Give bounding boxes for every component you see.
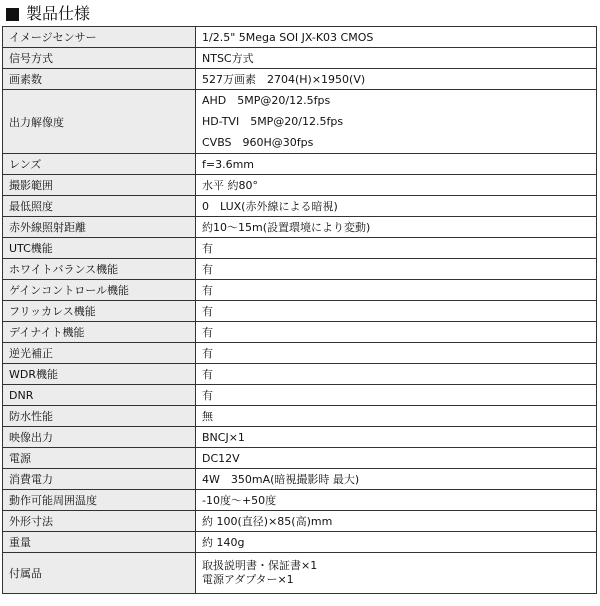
spec-label: 動作可能周囲温度 bbox=[3, 490, 196, 511]
spec-value-cell: 有 bbox=[196, 322, 597, 343]
spec-value-cell: 約10〜15m(設置環境により変動) bbox=[196, 217, 597, 238]
spec-value-cell: 約 100(直径)×85(高)mm bbox=[196, 511, 597, 532]
spec-value-cell: NTSC方式 bbox=[196, 48, 597, 69]
spec-label: 出力解像度 bbox=[3, 90, 196, 154]
spec-value-cell: 有 bbox=[196, 280, 597, 301]
spec-value-cell: 有 bbox=[196, 364, 597, 385]
spec-row bbox=[3, 511, 597, 532]
spec-row bbox=[3, 280, 597, 301]
spec-label: デイナイト機能 bbox=[3, 322, 196, 343]
spec-row bbox=[3, 301, 597, 322]
spec-label: WDR機能 bbox=[3, 364, 196, 385]
spec-label: 防水性能 bbox=[3, 406, 196, 427]
spec-row bbox=[3, 322, 597, 343]
spec-row bbox=[3, 27, 597, 48]
spec-value-line: 取扱説明書・保証書×1 bbox=[202, 559, 318, 572]
spec-label: 赤外線照射距離 bbox=[3, 217, 196, 238]
spec-row bbox=[3, 364, 597, 385]
spec-label: レンズ bbox=[3, 154, 196, 175]
spec-label: 逆光補正 bbox=[3, 343, 196, 364]
spec-value-cell: -10度〜+50度 bbox=[196, 490, 597, 511]
spec-label: 画素数 bbox=[3, 69, 196, 90]
spec-label: 最低照度 bbox=[3, 196, 196, 217]
spec-label: 重量 bbox=[3, 532, 196, 553]
spec-value-cell: 有 bbox=[196, 259, 597, 280]
spec-value-line: 電源アダプター×1 bbox=[202, 573, 294, 586]
spec-row bbox=[3, 385, 597, 406]
spec-value-cell: DC12V bbox=[196, 448, 597, 469]
spec-row bbox=[3, 532, 597, 553]
spec-row bbox=[3, 217, 597, 238]
spec-row bbox=[3, 427, 597, 448]
spec-value-line: HD-TVI 5MP@20/12.5fps bbox=[202, 115, 344, 128]
spec-value-cell: 527万画素 2704(H)×1950(V) bbox=[196, 69, 597, 90]
spec-label: 映像出力 bbox=[3, 427, 196, 448]
spec-label: 付属品 bbox=[3, 553, 196, 594]
spec-row bbox=[3, 196, 597, 217]
spec-table-body bbox=[3, 27, 597, 594]
spec-value-cell bbox=[196, 553, 597, 594]
spec-row bbox=[3, 469, 597, 490]
spec-row bbox=[3, 343, 597, 364]
spec-row bbox=[3, 69, 597, 90]
spec-label: ゲインコントロール機能 bbox=[3, 280, 196, 301]
spec-value-cell: BNCJ×1 bbox=[196, 427, 597, 448]
spec-value-cell: 有 bbox=[196, 385, 597, 406]
spec-value-cell: 有 bbox=[196, 238, 597, 259]
spec-label: UTC機能 bbox=[3, 238, 196, 259]
spec-value-cell: 0 LUX(赤外線による暗視) bbox=[196, 196, 597, 217]
spec-label: フリッカレス機能 bbox=[3, 301, 196, 322]
spec-value-line: CVBS 960H@30fps bbox=[202, 136, 314, 149]
spec-value-line: AHD 5MP@20/12.5fps bbox=[202, 94, 331, 107]
spec-value-cell bbox=[196, 90, 597, 154]
square-bullet-icon bbox=[6, 8, 19, 21]
spec-label: 信号方式 bbox=[3, 48, 196, 69]
spec-row bbox=[3, 238, 597, 259]
spec-label: 外形寸法 bbox=[3, 511, 196, 532]
spec-row bbox=[3, 175, 597, 196]
spec-value-cell: 無 bbox=[196, 406, 597, 427]
spec-row bbox=[3, 490, 597, 511]
spec-row bbox=[3, 90, 597, 154]
section-title: 製品仕様 bbox=[26, 4, 91, 23]
spec-row bbox=[3, 406, 597, 427]
spec-label: 消費電力 bbox=[3, 469, 196, 490]
section-heading bbox=[6, 4, 90, 24]
spec-row bbox=[3, 448, 597, 469]
spec-label: ホワイトバランス機能 bbox=[3, 259, 196, 280]
spec-value-cell: 有 bbox=[196, 301, 597, 322]
spec-value-cell: 4W 350mA(暗視撮影時 最大) bbox=[196, 469, 597, 490]
spec-table bbox=[2, 26, 597, 594]
spec-row bbox=[3, 259, 597, 280]
spec-row bbox=[3, 154, 597, 175]
spec-row bbox=[3, 48, 597, 69]
spec-value-cell: f=3.6mm bbox=[196, 154, 597, 175]
spec-row bbox=[3, 553, 597, 594]
spec-label: 電源 bbox=[3, 448, 196, 469]
spec-value-cell: 水平 約80° bbox=[196, 175, 597, 196]
spec-value-cell: 有 bbox=[196, 343, 597, 364]
spec-label: 撮影範囲 bbox=[3, 175, 196, 196]
spec-label: イメージセンサー bbox=[3, 27, 196, 48]
spec-label: DNR bbox=[3, 385, 196, 406]
spec-value-cell: 約 140g bbox=[196, 532, 597, 553]
spec-value-cell: 1/2.5" 5Mega SOI JX-K03 CMOS bbox=[196, 27, 597, 48]
